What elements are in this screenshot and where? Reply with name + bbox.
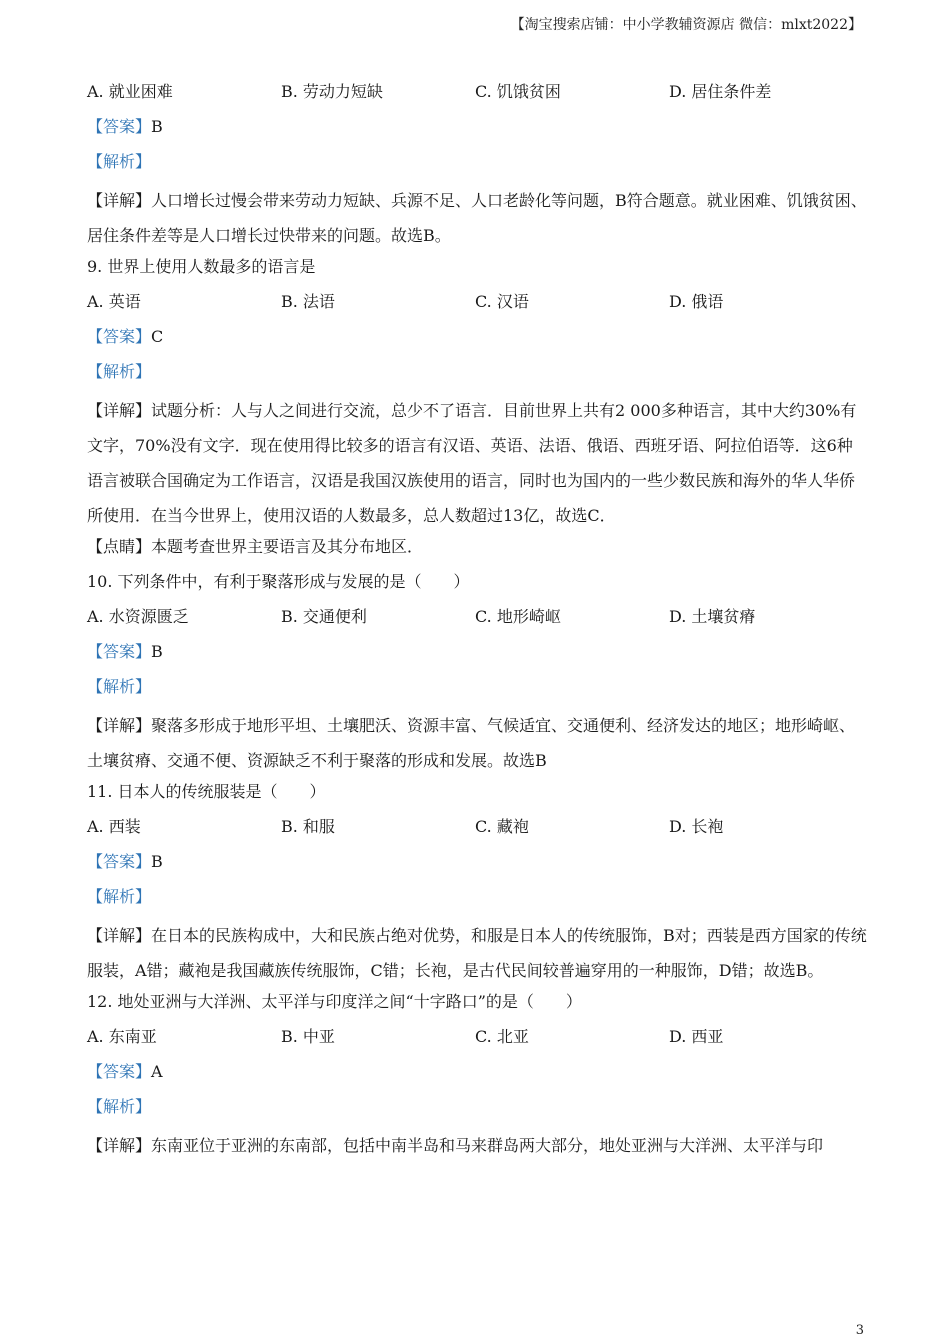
analysis-tag: 【解析】 xyxy=(87,677,152,696)
answer-tag: 【答案】 xyxy=(87,642,152,661)
detail-tag: 【详解】 xyxy=(87,191,152,210)
answer-tag: 【答案】 xyxy=(87,852,152,871)
q11-analysis xyxy=(87,883,867,918)
q9-options xyxy=(87,288,867,323)
detail-text: 东南亚位于亚洲的东南部，包括中南半岛和马来群岛两大部分，地处亚洲与大洋洲、太平洋与印 xyxy=(151,1136,824,1155)
q9-comment xyxy=(87,533,867,568)
q12-option-a: A. 东南亚 xyxy=(87,1027,157,1046)
answer-tag: 【答案】 xyxy=(87,1062,152,1081)
answer-value: B xyxy=(151,117,163,136)
q11-options xyxy=(87,813,867,848)
q9-answer xyxy=(87,323,867,358)
document-body xyxy=(87,78,867,1163)
q10-answer xyxy=(87,638,867,673)
analysis-tag: 【解析】 xyxy=(87,887,152,906)
detail-tag: 【详解】 xyxy=(87,1136,152,1155)
answer-value: C xyxy=(151,327,164,346)
answer-value: B xyxy=(151,642,163,661)
q10-option-a: A. 水资源匮乏 xyxy=(87,607,189,626)
q9-question: 9. 世界上使用人数最多的语言是 xyxy=(87,257,316,276)
page-header: 【淘宝搜索店铺：中小学教辅资源店 微信：mlxt2022】 xyxy=(510,17,862,33)
q11-option-c: C. 藏袍 xyxy=(475,817,529,836)
analysis-tag: 【解析】 xyxy=(87,362,152,381)
q10-option-c: C. 地形崎岖 xyxy=(475,607,561,626)
q10-options xyxy=(87,603,867,638)
q8-analysis xyxy=(87,148,867,183)
q11-question: 11. 日本人的传统服装是（ ） xyxy=(87,782,326,801)
detail-text: 聚落多形成于地形平坦、土壤肥沃、资源丰富、气候适宜、交通便利、经济发达的地区；地形崎岖、土壤贫瘠、交通不便、资源缺乏不利于聚落的形成和发展。故选B xyxy=(87,716,856,770)
detail-text: 试题分析：人与人之间进行交流，总少不了语言．目前世界上共有2 000多种语言，其中大约30%有文字，70%没有文字．现在使用得比较多的语言有汉语、英语、法语、俄语、西班牙语、阿拉伯语等．这6种语言被联合国确定为工作语言，汉语是我国汉族使用的语言，同时也为国内的一些少数民族和海外的华人华侨所使用．在当今世界上，使用汉语的人数最多，总人数超过13亿，故选C． xyxy=(87,401,857,525)
q9-option-a: A. 英语 xyxy=(87,292,141,311)
q12-option-b: B. 中亚 xyxy=(281,1027,335,1046)
q8-option-a: A. 就业困难 xyxy=(87,82,173,101)
q12-option-d: D. 西亚 xyxy=(669,1027,724,1046)
q10-option-b: B. 交通便利 xyxy=(281,607,367,626)
detail-tag: 【详解】 xyxy=(87,716,152,735)
q11-detail xyxy=(87,918,867,988)
q10-analysis xyxy=(87,673,867,708)
detail-text: 人口增长过慢会带来劳动力短缺、兵源不足、人口老龄化等问题，B符合题意。就业困难、饥饿贫困、居住条件差等是人口增长过快带来的问题。故选B。 xyxy=(87,191,867,245)
q8-option-b: B. 劳动力短缺 xyxy=(281,82,383,101)
comment-text: 本题考查世界主要语言及其分布地区． xyxy=(151,537,424,556)
comment-tag: 【点睛】 xyxy=(87,537,152,556)
q11-option-d: D. 长袍 xyxy=(669,817,724,836)
q11-option-a: A. 西装 xyxy=(87,817,141,836)
detail-tag: 【详解】 xyxy=(87,401,152,420)
q12-options xyxy=(87,1023,867,1058)
q8-detail xyxy=(87,183,867,253)
q9-detail xyxy=(87,393,867,533)
q9-option-d: D. 俄语 xyxy=(669,292,724,311)
q10-detail xyxy=(87,708,867,778)
analysis-tag: 【解析】 xyxy=(87,152,152,171)
q8-option-d: D. 居住条件差 xyxy=(669,82,772,101)
answer-value: B xyxy=(151,852,163,871)
q8-option-c: C. 饥饿贫困 xyxy=(475,82,561,101)
q8-options xyxy=(87,78,867,113)
answer-tag: 【答案】 xyxy=(87,327,152,346)
q12-option-c: C. 北亚 xyxy=(475,1027,529,1046)
answer-tag: 【答案】 xyxy=(87,117,152,136)
q11-answer xyxy=(87,848,867,883)
q9-option-c: C. 汉语 xyxy=(475,292,529,311)
q8-answer xyxy=(87,113,867,148)
q10-question: 10. 下列条件中，有利于聚落形成与发展的是（ ） xyxy=(87,572,470,591)
analysis-tag: 【解析】 xyxy=(87,1097,152,1116)
q12-detail xyxy=(87,1128,867,1163)
detail-tag: 【详解】 xyxy=(87,926,152,945)
q12-question: 12. 地处亚洲与大洋洲、太平洋与印度洋之间“十字路口”的是（ ） xyxy=(87,992,582,1011)
q12-answer xyxy=(87,1058,867,1093)
q10-option-d: D. 土壤贫瘠 xyxy=(669,607,756,626)
page-number: 3 xyxy=(855,1323,864,1338)
q11-option-b: B. 和服 xyxy=(281,817,335,836)
q9-option-b: B. 法语 xyxy=(281,292,335,311)
q12-analysis xyxy=(87,1093,867,1128)
q9-analysis xyxy=(87,358,867,393)
answer-value: A xyxy=(151,1062,163,1081)
detail-text: 在日本的民族构成中，大和民族占绝对优势，和服是日本人的传统服饰，B对；西装是西方国家的传统服装，A错；藏袍是我国藏族传统服饰，C错；长袍，是古代民间较普遍穿用的一种服饰，D错；故选B。 xyxy=(87,926,867,980)
